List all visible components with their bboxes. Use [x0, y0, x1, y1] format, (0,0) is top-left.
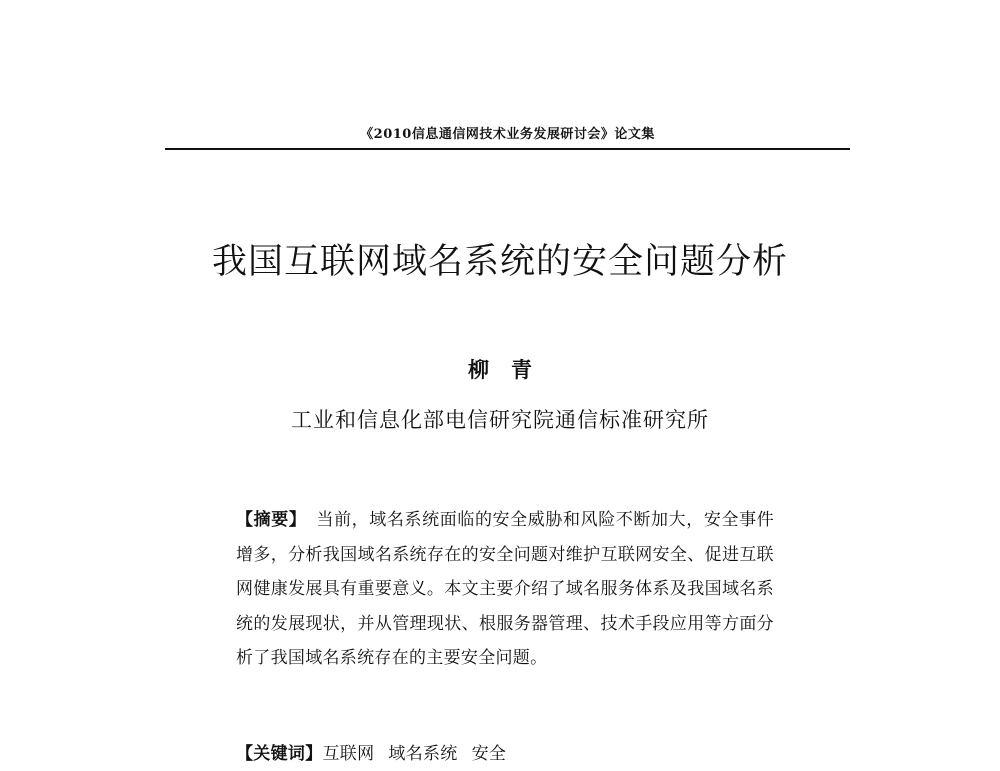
keyword-item: 域名系统: [388, 744, 458, 764]
keyword-item: 互联网: [322, 744, 375, 764]
author-name: 柳青: [468, 357, 554, 382]
paper-title: 我国互联网域名系统的安全问题分析: [211, 242, 788, 282]
keyword-item: 安全: [471, 744, 507, 764]
keywords-block: [236, 737, 774, 771]
abstract-text: 当前，域名系统面临的安全威胁和风险不断加大，安全事件增多，分析我国域名系统存在的安全问题对维护互联网安全、促进互联网健康发展具有重要意义。本文主要介绍了域名服务体系及我国域名系统的发展现状，并从管理现状、根服务器管理、技术手段应用等方面分析了我国域名系统存在的主要安全问题。: [236, 510, 774, 668]
abstract-label: 【摘要】: [236, 510, 307, 530]
abstract-block: [236, 503, 774, 676]
running-header: 《2010信息通信网技术业务发展研讨会》论文集: [360, 127, 655, 142]
keywords-label: 【关键词】: [236, 744, 323, 764]
header-rule: [165, 148, 850, 150]
author-affiliation: 工业和信息化部电信研究院通信标准研究所: [291, 408, 709, 432]
